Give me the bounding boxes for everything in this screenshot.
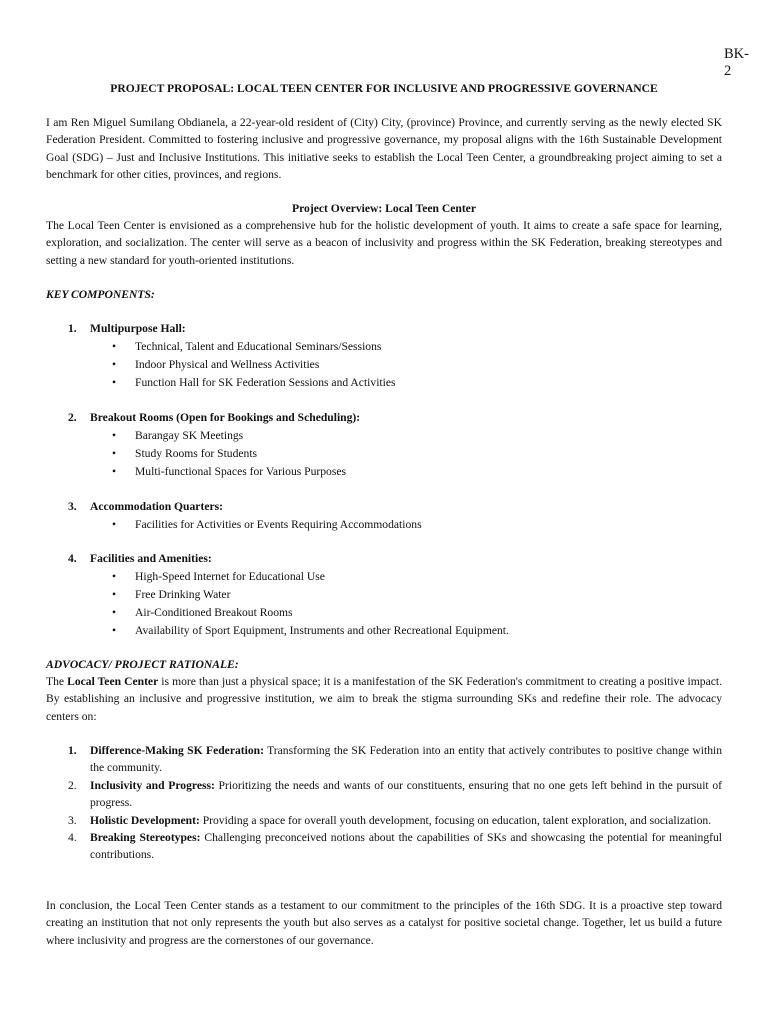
component-4 [68,550,708,640]
list-item: • Air-Conditioned Breakout Rooms [68,604,708,622]
bullet-icon: • [112,358,117,371]
item-number: 4. [68,831,77,845]
bullet-icon: • [112,624,117,637]
key-components-heading: KEY COMPONENTS: [46,288,155,301]
bullet-icon: • [112,429,117,442]
item-number: 3. [68,813,77,827]
component-number: 2. [68,411,77,424]
advocacy-intro-bold: Local Teen Center [67,675,159,688]
component-number: 3. [68,500,77,513]
bullet-icon: • [112,588,117,601]
list-item: 3. Holistic Development: Providing a space for overall youth development, focusing on education, talent exploration, and socialization. [68,812,722,829]
bullet-icon: • [112,340,117,353]
document-code: BK-2 [724,46,749,80]
conclusion-paragraph: In conclusion, the Local Teen Center stands as a testament to our commitment to the principles of the 16th SDG. It is a proactive step toward creating an institution that not only represents the youth but also serves as a catalyst for positive societal change. Together, let us build a future where inclusivity and progress are the cornerstones of our governance. [46,899,722,947]
list-item: • Availability of Sport Equipment, Instruments and other Recreational Equipment. [68,622,708,640]
list-item: • Facilities for Activities or Events Requiring Accommodations [68,516,708,534]
list-item: • Technical, Talent and Educational Seminars/Sessions [68,338,708,356]
component-2 [68,409,708,481]
component-1 [68,320,708,392]
overview-paragraph: The Local Teen Center is envisioned as a comprehensive hub for the holistic development of youth. It aims to create a safe space for learning, exploration, and socialization. The center will serve as a beacon of inclusivity and progress within the SK Federation, breaking stereotypes and setting a new standard for youth-oriented institutions. [46,219,722,267]
list-item: • Barangay SK Meetings [68,427,708,445]
list-item: • Multi-functional Spaces for Various Purposes [68,463,708,481]
bullet-icon: • [112,447,117,460]
list-item: • High-Speed Internet for Educational Use [68,568,708,586]
overview-heading: Project Overview: Local Teen Center [292,202,476,215]
bullet-icon: • [112,465,117,478]
item-number: 1. [68,744,77,757]
advocacy-list [68,742,722,864]
intro-paragraph: I am Ren Miguel Sumilang Obdianela, a 22-year-old resident of (City) City, (province) Province, and currently serving as the newly elected SK Federation President. Committed to fostering inclusive and progressive governance, my proposal aligns with the 16th Sustainable Development Goal (SDG) – Just and Inclusive Institutions. This initiative seeks to establish the Local Teen Center, a groundbreaking project aiming to set a benchmark for other cities, provinces, and regions. [46,116,722,182]
component-title: Facilities and Amenities: [90,552,212,565]
advocacy-heading: ADVOCACY/ PROJECT RATIONALE: [46,658,239,671]
list-item: 4. Breaking Stereotypes: Challenging preconceived notions about the capabilities of SKs and showcasing the potential for meaningful contributions. [68,831,722,862]
component-title: Accommodation Quarters: [90,500,223,513]
list-item: 2. Inclusivity and Progress: Prioritizing the needs and wants of our constituents, ensuring that no one gets left behind in the pursuit of progress. [68,778,722,810]
item-number: 2. [68,778,77,792]
component-number: 4. [68,552,77,565]
bullet-icon: • [112,606,117,619]
list-item: • Indoor Physical and Wellness Activities [68,356,708,374]
component-number: 1. [68,322,77,335]
list-item: • Function Hall for SK Federation Sessions and Activities [68,374,708,392]
bullet-icon: • [112,376,117,389]
list-item: 1. Difference-Making SK Federation: Transforming the SK Federation into an entity that actively contributes to positive change within the community. [68,744,723,775]
bullet-icon: • [112,518,117,531]
document-title: PROJECT PROPOSAL: LOCAL TEEN CENTER FOR INCLUSIVE AND PROGRESSIVE GOVERNANCE [110,82,658,95]
component-title: Breakout Rooms (Open for Bookings and Scheduling): [90,411,361,424]
list-item: • Free Drinking Water [68,586,708,604]
bullet-icon: • [112,570,117,583]
component-title: Multipurpose Hall: [90,322,186,335]
advocacy-intro: The Local Teen Center is more than just a physical space; it is a manifestation of the SK Federation's commitment to creating a positive impact. By establishing an inclusive and progressive institution, we aim to break the stigma surrounding SKs and redefine their role. The advocacy centers on: [46,675,723,723]
list-item: • Study Rooms for Students [68,445,708,463]
component-3 [68,498,708,534]
